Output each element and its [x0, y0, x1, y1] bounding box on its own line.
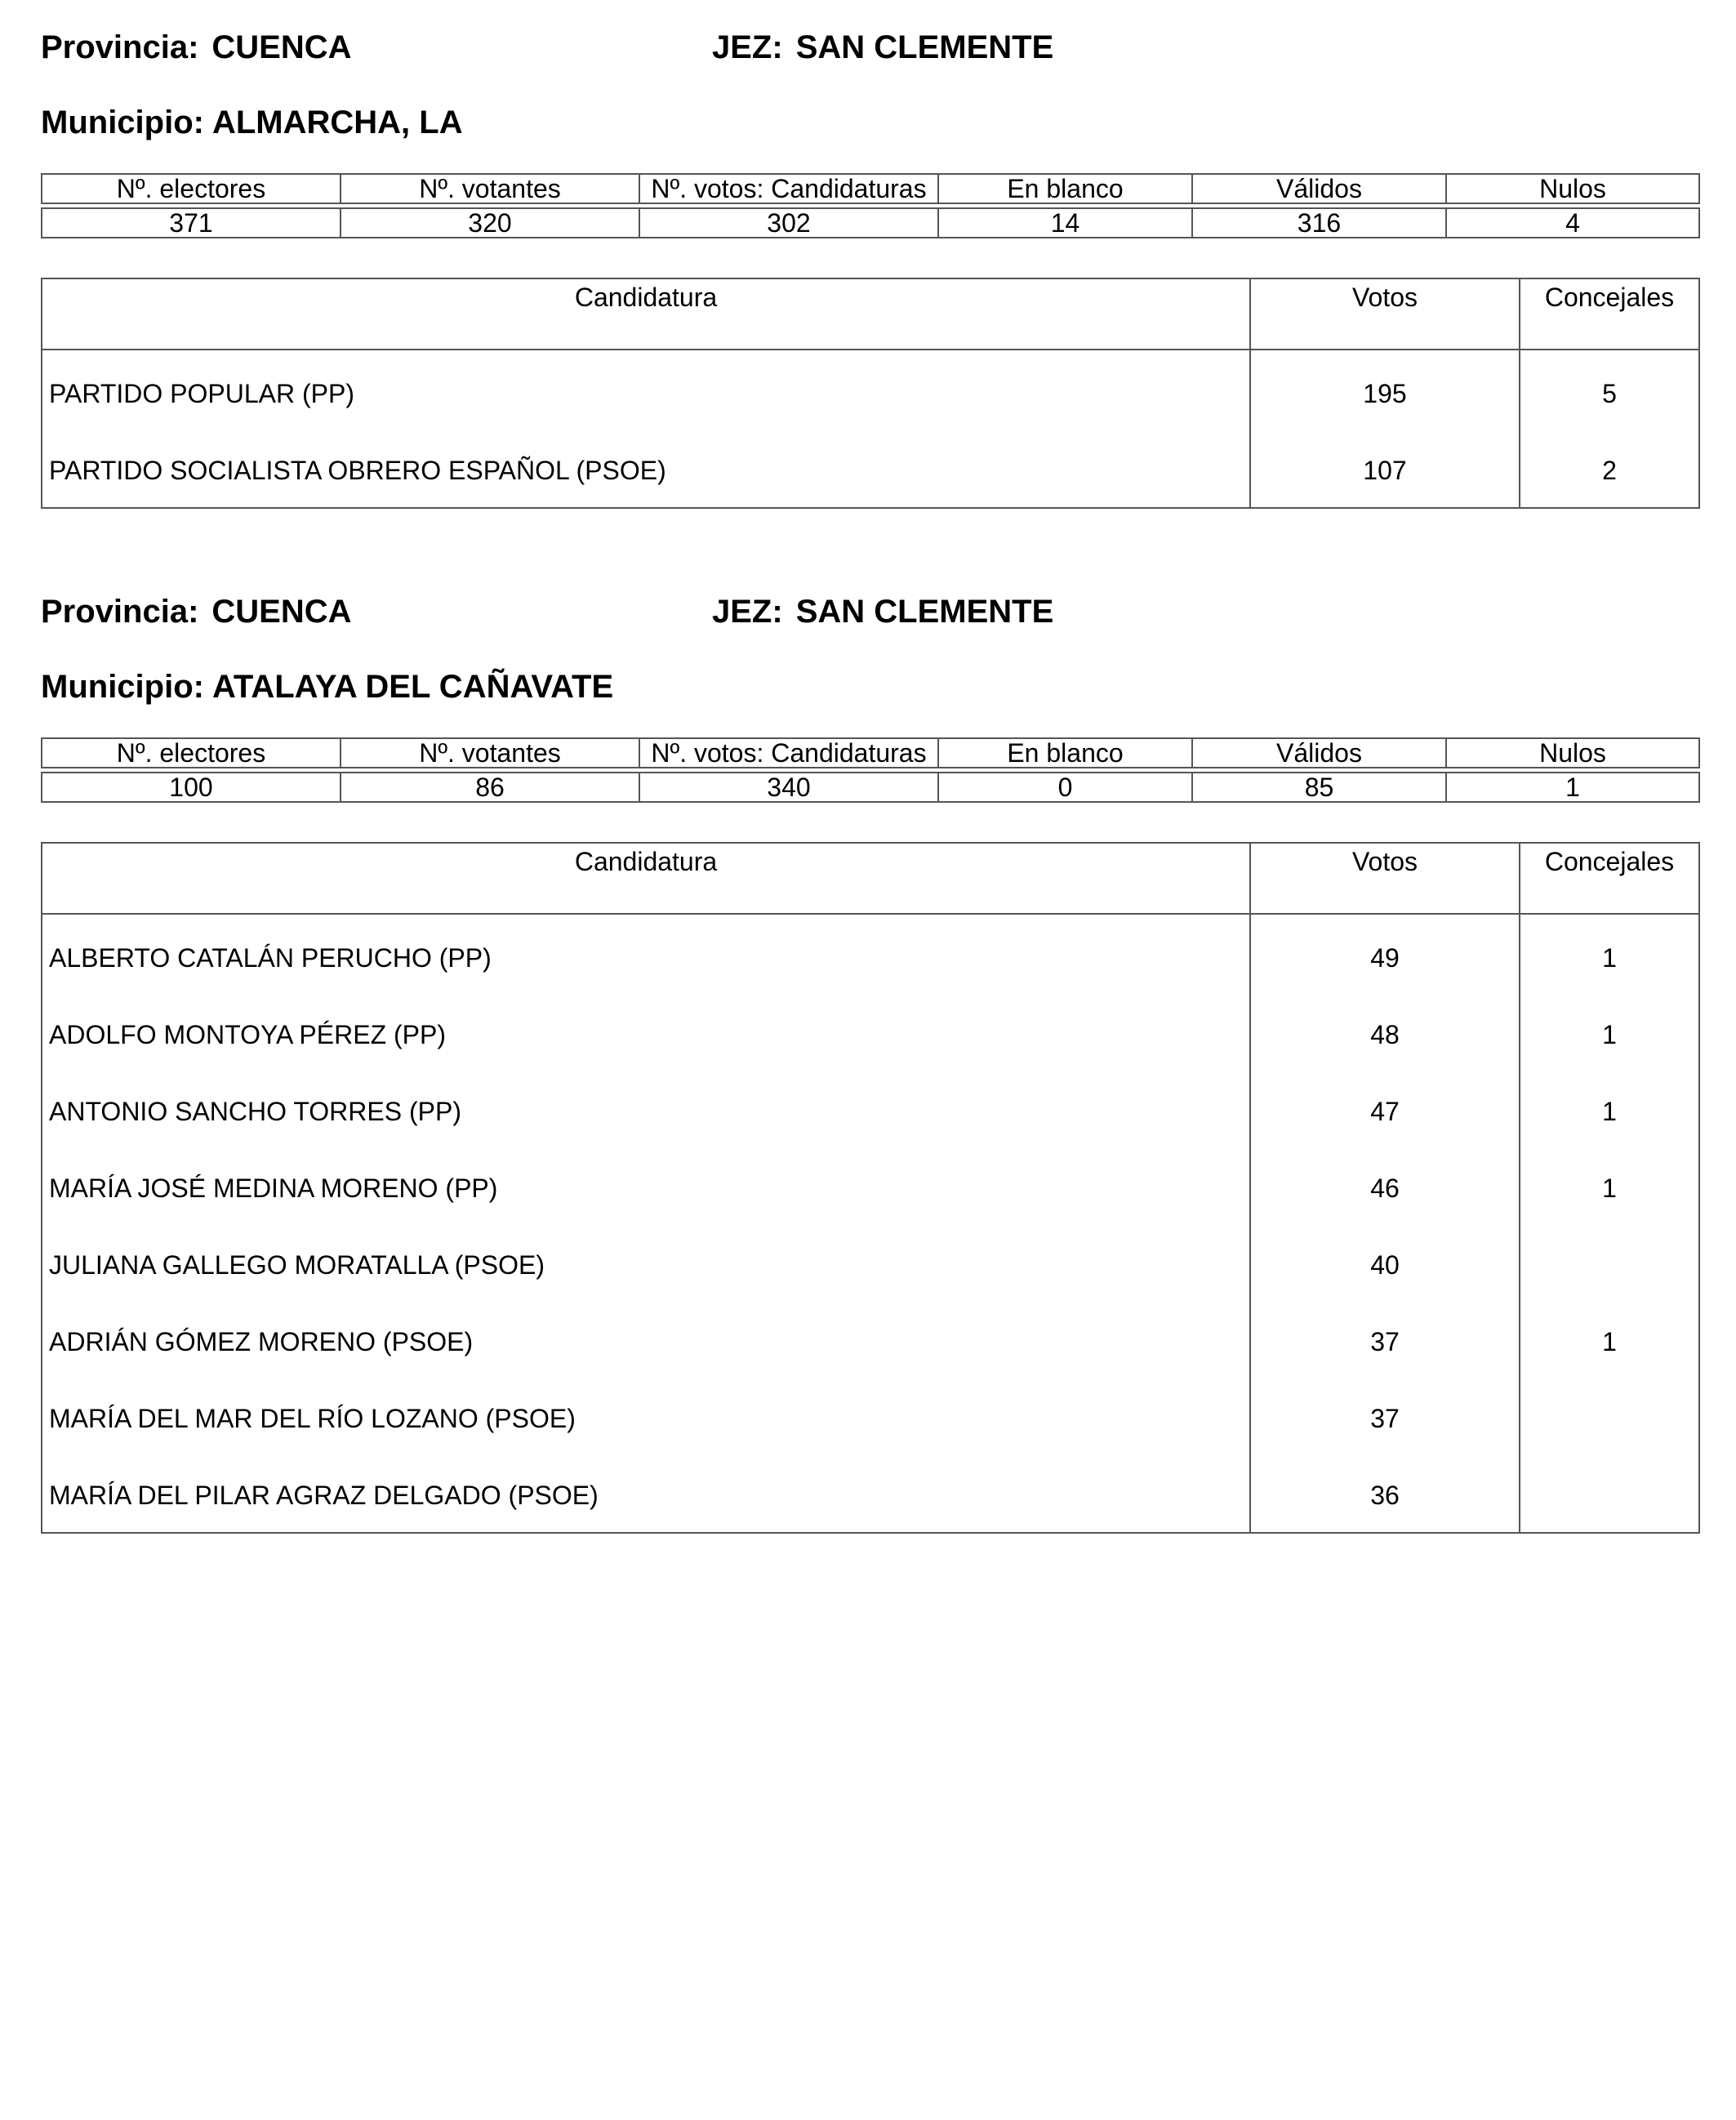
- candidate-votos: 36: [1250, 1452, 1520, 1529]
- candidate-name: ALBERTO CATALÁN PERUCHO (PP): [49, 942, 492, 973]
- table-row: [42, 914, 1699, 991]
- stats-value-nulos: 4: [1446, 208, 1699, 238]
- candidate-concejales: 5: [1520, 350, 1699, 427]
- table-row: [42, 1068, 1699, 1145]
- stats-table: [41, 173, 1700, 238]
- stats-value-nulos: 1: [1446, 773, 1699, 802]
- table-row: [42, 350, 1699, 427]
- table-row: [42, 1452, 1699, 1529]
- stats-table: [41, 737, 1700, 803]
- municipio-label: Municipio:: [41, 105, 204, 140]
- table-row: [42, 427, 1699, 504]
- stats-value-en-blanco: 0: [938, 773, 1192, 802]
- provincia-value: CUENCA: [211, 29, 352, 65]
- candidate-concejales: 1: [1520, 991, 1699, 1068]
- stats-header-nulos: Nulos: [1446, 738, 1699, 768]
- provincia-jez-row: [41, 589, 1698, 635]
- candidatura-header: Candidatura: [42, 843, 1250, 914]
- candidate-votos: 195: [1250, 350, 1520, 427]
- stats-header-electores: Nº. electores: [42, 174, 341, 203]
- candidate-concejales: 1: [1520, 1298, 1699, 1375]
- stats-value-votantes: 86: [341, 773, 639, 802]
- stats-value-electores: 371: [42, 208, 341, 238]
- table-row: [42, 1298, 1699, 1375]
- provincia-value: CUENCA: [211, 594, 352, 630]
- candidate-name: ADOLFO MONTOYA PÉREZ (PP): [49, 1019, 446, 1049]
- provincia-heading: [41, 589, 352, 635]
- candidate-concejales: [1520, 1222, 1699, 1298]
- stats-header-row: [42, 174, 1699, 203]
- candidate-name: MARÍA JOSÉ MEDINA MORENO (PP): [49, 1173, 498, 1203]
- provincia-label: Provincia:: [41, 29, 199, 65]
- candidaturas-header-row: [42, 843, 1699, 914]
- municipio-row: [41, 100, 1698, 145]
- stats-value-electores: 100: [42, 773, 341, 802]
- candidate-concejales: 1: [1520, 1145, 1699, 1222]
- stats-header-en-blanco: En blanco: [938, 174, 1192, 203]
- municipio-row: [41, 664, 1698, 710]
- votos-header: Votos: [1250, 278, 1520, 350]
- candidate-name: PARTIDO POPULAR (PP): [49, 378, 354, 408]
- jez-heading: [712, 24, 1053, 70]
- stats-value-row: [42, 208, 1699, 238]
- candidate-name: MARÍA DEL MAR DEL RÍO LOZANO (PSOE): [49, 1403, 576, 1433]
- concejales-header: Concejales: [1520, 278, 1699, 350]
- candidate-votos: 47: [1250, 1068, 1520, 1145]
- candidate-concejales: 1: [1520, 1068, 1699, 1145]
- municipio-value: ATALAYA DEL CAÑAVATE: [211, 669, 614, 705]
- jez-value: SAN CLEMENTE: [795, 29, 1054, 65]
- stats-header-votantes: Nº. votantes: [341, 174, 639, 203]
- stats-header-votantes: Nº. votantes: [341, 738, 639, 768]
- provincia-heading: [41, 24, 352, 70]
- stats-value-en-blanco: 14: [938, 208, 1192, 238]
- candidate-concejales: 2: [1520, 427, 1699, 504]
- table-row: [42, 1222, 1699, 1298]
- table-row: [42, 991, 1699, 1068]
- candidate-votos: 48: [1250, 991, 1520, 1068]
- stats-value-row: [42, 773, 1699, 802]
- stats-header-electores: Nº. electores: [42, 738, 341, 768]
- jez-label: JEZ:: [712, 29, 783, 65]
- municipio-block-2: [41, 589, 1698, 1510]
- candidate-votos: 46: [1250, 1145, 1520, 1222]
- municipio-label: Municipio:: [41, 669, 204, 705]
- votos-header: Votos: [1250, 843, 1520, 914]
- candidate-votos: 107: [1250, 427, 1520, 504]
- candidaturas-table: [41, 278, 1700, 509]
- jez-value: SAN CLEMENTE: [795, 594, 1054, 630]
- candidate-votos: 37: [1250, 1375, 1520, 1452]
- provincia-jez-row: [41, 24, 1698, 70]
- municipio-heading: [41, 664, 613, 710]
- municipio-heading: [41, 100, 463, 145]
- candidate-name: ANTONIO SANCHO TORRES (PP): [49, 1096, 461, 1126]
- stats-header-nulos: Nulos: [1446, 174, 1699, 203]
- candidaturas-table: [41, 842, 1700, 1534]
- stats-header-votos-candidaturas: Nº. votos: Candidaturas: [639, 738, 938, 768]
- candidate-concejales: [1520, 1375, 1699, 1452]
- candidate-name: MARÍA DEL PILAR AGRAZ DELGADO (PSOE): [49, 1480, 599, 1510]
- candidate-name: ADRIÁN GÓMEZ MORENO (PSOE): [49, 1326, 474, 1356]
- jez-label: JEZ:: [712, 594, 783, 630]
- candidate-concejales: 1: [1520, 914, 1699, 991]
- municipio-value: ALMARCHA, LA: [211, 105, 463, 140]
- stats-header-votos-candidaturas: Nº. votos: Candidaturas: [639, 174, 938, 203]
- municipio-block-1: [41, 24, 1698, 485]
- candidate-concejales: [1520, 1452, 1699, 1529]
- stats-value-votos-candidaturas: 340: [639, 773, 938, 802]
- stats-value-validos: 316: [1192, 208, 1446, 238]
- table-row: [42, 1375, 1699, 1452]
- stats-header-validos: Válidos: [1192, 174, 1446, 203]
- stats-header-row: [42, 738, 1699, 768]
- candidate-name: PARTIDO SOCIALISTA OBRERO ESPAÑOL (PSOE): [49, 455, 666, 485]
- candidate-name: JULIANA GALLEGO MORATALLA (PSOE): [49, 1249, 545, 1280]
- candidaturas-header-row: [42, 278, 1699, 350]
- stats-value-votos-candidaturas: 302: [639, 208, 938, 238]
- candidate-votos: 49: [1250, 914, 1520, 991]
- provincia-label: Provincia:: [41, 594, 199, 630]
- stats-value-votantes: 320: [341, 208, 639, 238]
- candidate-votos: 40: [1250, 1222, 1520, 1298]
- jez-heading: [712, 589, 1053, 635]
- stats-header-validos: Válidos: [1192, 738, 1446, 768]
- stats-header-en-blanco: En blanco: [938, 738, 1192, 768]
- table-row: [42, 1145, 1699, 1222]
- candidate-votos: 37: [1250, 1298, 1520, 1375]
- candidatura-header: Candidatura: [42, 278, 1250, 350]
- concejales-header: Concejales: [1520, 843, 1699, 914]
- stats-value-validos: 85: [1192, 773, 1446, 802]
